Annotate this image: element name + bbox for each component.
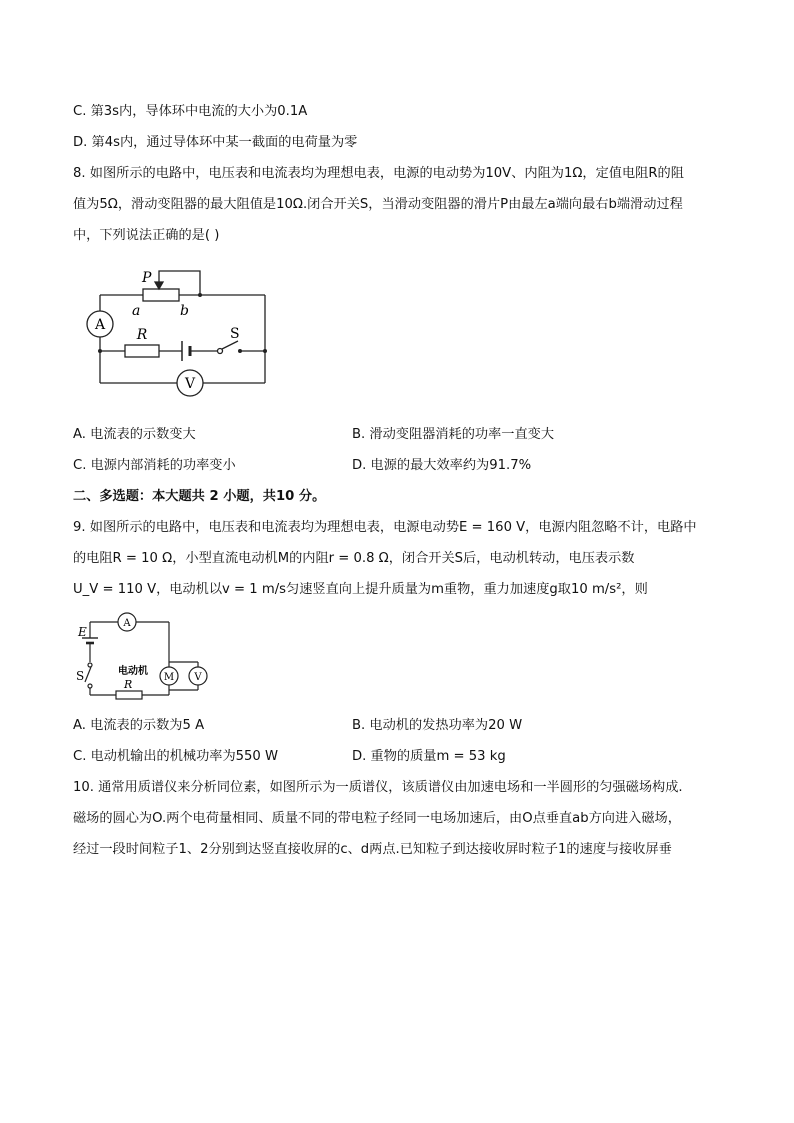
q8-stem-line2: 值为5Ω，滑动变阻器的最大阻值是10Ω.闭合开关S，当滑动变阻器的滑片P由最左a端向最右b端滑动过程: [73, 197, 683, 212]
resistor-label: R: [136, 327, 148, 343]
section-title-multiple-choice: 二、多选题：本大题共 2 小题，共10 分。: [73, 489, 326, 504]
q10-stem-line1: 10. 通常用质谱仪来分析同位素，如图所示为一质谱仪，该质谱仪由加速电场和一半圆形的匀强磁场构成.: [73, 780, 683, 795]
voltmeter-label: V: [194, 672, 202, 683]
q8-stem-line1: 8. 如图所示的电路中，电压表和电流表均为理想电表，电源的电动势为10V、内阻为1Ω，定值电阻R的阻: [73, 166, 684, 181]
q9-option-b: B. 电动机的发热功率为20 W: [352, 718, 523, 733]
resistor-label: R: [124, 678, 133, 691]
q9-stem-line3: U_V = 110 V，电动机以v = 1 m/s匀速竖直向上提升质量为m重物，重力加速度g取10 m/s²，则: [73, 582, 648, 597]
q9-circuit-diagram: [72, 610, 222, 705]
q10-stem-line3: 经过一段时间粒子1、2分别到达竖直接收屏的c、d两点.已知粒子到达接收屏时粒子1的速度与接收屏垂: [73, 842, 672, 857]
switch-label: S: [230, 326, 240, 342]
voltmeter-label: V: [184, 376, 196, 392]
q9-option-c: C. 电动机输出的机械功率为550 W: [73, 749, 279, 764]
motor-text-label: 电动机: [118, 666, 148, 677]
q8-stem-line3: 中，下列说法正确的是( ): [73, 228, 220, 243]
q8-option-b: B. 滑动变阻器消耗的功率一直变大: [352, 427, 555, 442]
q8-option-d: D. 电源的最大效率约为91.7%: [352, 458, 532, 473]
motor-label: M: [163, 672, 175, 683]
q8-option-a: A. 电流表的示数变大: [73, 427, 196, 442]
q9-stem-line2: 的电阻R = 10 Ω，小型直流电动机M的内阻r = 0.8 Ω，闭合开关S后，电动机转动，电压表示数: [73, 551, 635, 566]
ammeter-label: A: [94, 317, 106, 333]
q10-stem-line2: 磁场的圆心为O.两个电荷量相同、质量不同的带电粒子经同一电场加速后，由O点垂直ab方向进入磁场，: [73, 811, 681, 826]
q7-option-d: D. 第4s内，通过导体环中某一截面的电荷量为零: [73, 135, 358, 150]
end-a-label: a: [132, 303, 141, 319]
switch-label: S: [76, 669, 85, 683]
slider-label: P: [142, 270, 152, 286]
q8-option-c: C. 电源内部消耗的功率变小: [73, 458, 236, 473]
q7-option-c: C. 第3s内，导体环中电流的大小为0.1A: [73, 104, 308, 119]
q9-option-d: D. 重物的质量m = 53 kg: [352, 749, 506, 764]
ammeter-label: A: [123, 618, 131, 629]
end-b-label: b: [180, 303, 189, 319]
q9-stem-line1: 9. 如图所示的电路中，电压表和电流表均为理想电表，电源电动势E = 160 V，电源内阻忽略不计，电路中: [73, 520, 697, 535]
emf-label: E: [78, 625, 87, 639]
q8-circuit-diagram: [80, 265, 275, 400]
q9-option-a: A. 电流表的示数为5 A: [73, 718, 205, 733]
